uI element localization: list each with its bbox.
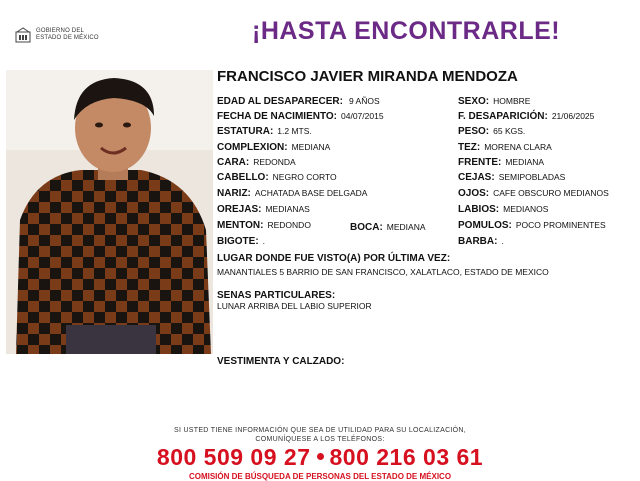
barba-label: BARBA:	[458, 236, 498, 247]
government-logo	[14, 24, 114, 46]
cara-label: CARA:	[217, 157, 250, 168]
pomulos-value: POCO PROMINENTES	[515, 220, 606, 230]
row-nariz	[217, 188, 367, 199]
boca-value: MEDIANA	[386, 222, 426, 232]
logo-line1: GOBIERNO DEL	[36, 28, 85, 34]
cejas-value: SEMIPOBLADAS	[498, 172, 566, 182]
logo-line2: ESTADO DE MÉXICO	[36, 35, 99, 41]
footer-note-line1: SI USTED TIENE INFORMACIÓN QUE SEA DE UTILIDAD PARA SU LOCALIZACIÓN,	[173, 427, 467, 434]
cara-value: REDONDA	[253, 157, 296, 167]
boy-portrait-icon	[6, 70, 213, 354]
phone-numbers	[0, 444, 640, 471]
row-pomulos	[458, 220, 606, 231]
complexion-value: MEDIANA	[291, 142, 331, 152]
phone-1[interactable]: 800 509 09 27	[156, 444, 311, 470]
estatura-value: 1.2 MTS.	[277, 126, 312, 136]
cabello-value: NEGRO CORTO	[272, 172, 337, 182]
tez-value: MORENA CLARA	[484, 142, 552, 152]
row-estatura	[217, 126, 312, 137]
menton-label: MENTON:	[217, 220, 264, 231]
lugar-title: LUGAR DONDE FUE VISTO(A) POR ÚLTIMA VEZ:	[217, 253, 451, 264]
senas-title: SENAS PARTICULARES:	[217, 290, 336, 301]
row-cejas	[458, 172, 565, 183]
row-desaparicion	[458, 111, 594, 122]
labios-label: LABIOS:	[458, 204, 500, 215]
tez-label: TEZ:	[458, 142, 481, 153]
row-tez	[458, 142, 552, 153]
frente-value: MEDIANA	[505, 157, 545, 167]
separator-dot-icon	[317, 453, 324, 460]
row-frente	[458, 157, 544, 168]
nariz-value: ACHATADA BASE DELGADA	[254, 188, 368, 198]
peso-value: 65 KGS.	[493, 126, 526, 136]
labios-value: MEDIANOS	[503, 204, 549, 214]
row-bigote	[217, 236, 265, 247]
row-ojos	[458, 188, 609, 199]
row-cara	[217, 157, 296, 168]
row-cabello	[217, 172, 337, 183]
bigote-label: BIGOTE:	[217, 236, 259, 247]
row-menton	[217, 220, 311, 231]
missing-person-photo	[6, 70, 213, 354]
row-sexo	[458, 96, 530, 107]
nariz-label: NARIZ:	[217, 188, 251, 199]
phone-2[interactable]: 800 216 03 61	[329, 444, 484, 470]
edad-label: EDAD AL DESAPARECER:	[217, 96, 343, 107]
senas-value: LUNAR ARRIBA DEL LABIO SUPERIOR	[217, 301, 372, 311]
row-boca	[350, 222, 426, 233]
row-nacimiento	[217, 111, 384, 122]
state-seal-icon	[14, 26, 32, 44]
estatura-label: ESTATURA:	[217, 126, 274, 137]
row-complexion	[217, 142, 330, 153]
bigote-value: .	[262, 236, 266, 246]
orejas-label: OREJAS:	[217, 204, 262, 215]
cabello-label: CABELLO:	[217, 172, 269, 183]
desaparicion-label: F. DESAPARICIÓN:	[458, 111, 548, 122]
row-labios	[458, 204, 548, 215]
row-edad	[217, 96, 380, 107]
person-name: FRANCISCO JAVIER MIRANDA MENDOZA	[217, 68, 518, 85]
comision-name: COMISIÓN DE BÚSQUEDA DE PERSONAS DEL ESTADO DE MÉXICO	[188, 472, 452, 481]
lugar-value: MANANTIALES 5 BARRIO DE SAN FRANCISCO, XALATLACO, ESTADO DE MEXICO	[217, 267, 549, 277]
pomulos-label: POMULOS:	[458, 220, 512, 231]
frente-label: FRENTE:	[458, 157, 502, 168]
complexion-label: COMPLEXION:	[217, 142, 288, 153]
cejas-label: CEJAS:	[458, 172, 495, 183]
barba-value: .	[501, 236, 504, 246]
nacimiento-value: 04/07/2015	[341, 111, 384, 121]
menton-value: REDONDO	[267, 220, 311, 230]
ojos-label: OJOS:	[458, 188, 490, 199]
nacimiento-label: FECHA DE NACIMIENTO:	[217, 111, 337, 122]
edad-value: 9 AÑOS	[348, 96, 380, 106]
ojos-value: CAFE OBSCURO MEDIANOS	[493, 188, 609, 198]
headline: ¡HASTA ENCONTRARLE!	[252, 17, 561, 45]
peso-label: PESO:	[458, 126, 490, 137]
row-peso	[458, 126, 525, 137]
boca-label: BOCA:	[350, 222, 383, 233]
orejas-value: MEDIANAS	[265, 204, 310, 214]
row-orejas	[217, 204, 310, 215]
desaparicion-value: 21/06/2025	[551, 111, 595, 121]
vestimenta-title: VESTIMENTA Y CALZADO:	[217, 356, 345, 367]
footer-note-line2: COMUNÍQUESE A LOS TELÉFONOS:	[255, 436, 385, 443]
sexo-value: HOMBRE	[493, 96, 531, 106]
sexo-label: SEXO:	[458, 96, 490, 107]
row-barba	[458, 236, 504, 247]
